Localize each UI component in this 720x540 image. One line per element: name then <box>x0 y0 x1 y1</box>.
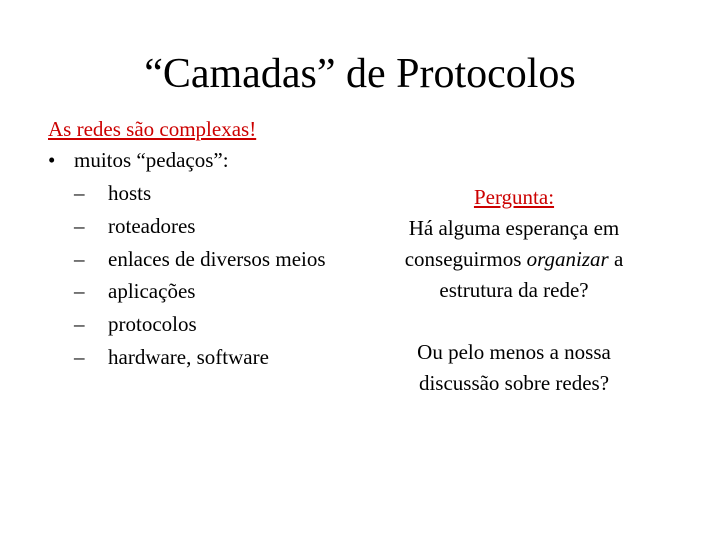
list-item-text: aplicações <box>108 279 196 303</box>
complexity-heading: As redes são complexas! <box>48 117 257 141</box>
question-text-before: Há alguma esperança em conseguirmos <box>404 216 620 271</box>
dash-icon: – <box>74 345 85 369</box>
list-item-links <box>48 243 352 275</box>
discussion-paragraph: Ou pelo menos a nossa discussão sobre redes? <box>417 340 611 395</box>
bullet-icon: • <box>48 148 56 172</box>
list-item-routers <box>48 210 348 243</box>
list-item-protocols <box>48 308 348 341</box>
question-paragraph <box>380 213 648 306</box>
dash-icon: – <box>74 181 85 205</box>
bullet-pieces <box>48 144 348 177</box>
pieces-list <box>48 177 348 374</box>
dash-icon: – <box>74 312 85 336</box>
dash-icon: – <box>74 247 85 271</box>
list-item-text: enlaces de diversos meios <box>108 247 326 271</box>
question-text-after: a estrutura da rede? <box>439 247 624 302</box>
question-heading: Pergunta: <box>473 185 555 209</box>
question-emphasis: organizar <box>526 247 609 271</box>
slide-title: “Camadas” de Protocolos <box>144 51 576 97</box>
bullet-pieces-text: muitos “pedaços”: <box>74 148 229 172</box>
left-column <box>48 114 348 374</box>
list-item-text: protocolos <box>108 312 197 336</box>
list-item-hosts <box>48 177 348 210</box>
list-item-text: hosts <box>108 181 152 205</box>
list-item-text: hardware, software <box>108 345 269 369</box>
right-column <box>380 182 648 399</box>
list-item-text: roteadores <box>108 214 196 238</box>
list-item-hardware-software <box>48 341 348 374</box>
dash-icon: – <box>74 214 85 238</box>
list-item-applications <box>48 275 348 308</box>
dash-icon: – <box>74 279 85 303</box>
